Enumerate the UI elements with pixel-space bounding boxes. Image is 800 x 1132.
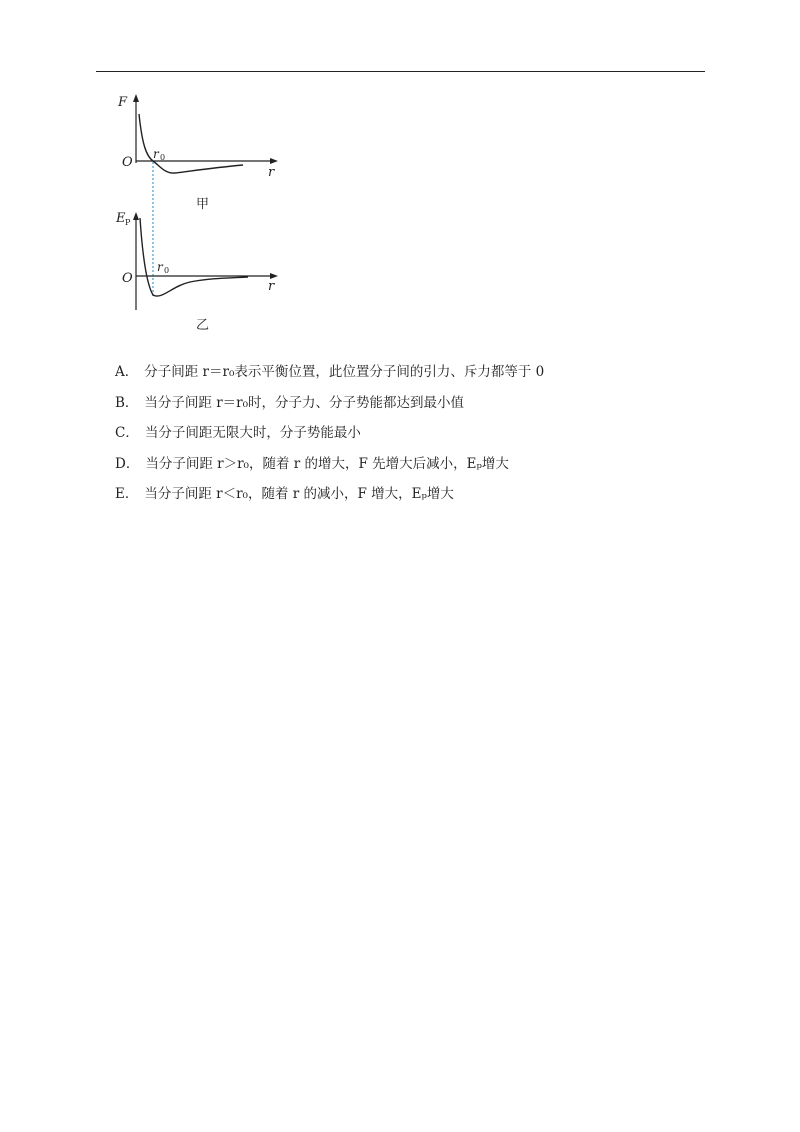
- option-text: 当分子间距 r＞r₀，随着 r 的增大，F 先增大后减小，Eₚ增大: [145, 455, 509, 472]
- force-y-label: F: [118, 95, 128, 110]
- option-letter: B．: [115, 394, 139, 411]
- option-c[interactable]: [115, 418, 715, 449]
- force-caption: 甲: [196, 197, 210, 212]
- option-d[interactable]: [115, 449, 715, 480]
- potential-y-label: E: [116, 211, 126, 226]
- option-b[interactable]: [115, 388, 715, 419]
- option-letter: C．: [115, 425, 139, 441]
- force-origin-label: O: [122, 155, 133, 170]
- potential-x-label: r: [268, 279, 275, 294]
- potential-r0-sub: 0: [164, 266, 170, 275]
- option-letter: E．: [115, 486, 139, 502]
- force-r0-sub: 0: [160, 153, 166, 162]
- option-a[interactable]: [115, 357, 715, 388]
- potential-r0-label: r: [157, 260, 163, 274]
- potential-origin-label: O: [122, 271, 133, 286]
- force-graph: [117, 94, 278, 180]
- potential-y-sub: P: [125, 218, 131, 227]
- force-x-label: r: [268, 165, 275, 180]
- option-text: 分子间距 r＝r₀表示平衡位置，此位置分子间的引力、斥力都等于 0: [144, 364, 545, 380]
- option-text: 当分子间距 r＝r₀时，分子力、分子势能都达到最小值: [144, 394, 465, 411]
- option-e[interactable]: [115, 479, 715, 510]
- potential-caption: 乙: [196, 318, 210, 333]
- potential-curve: [140, 218, 248, 296]
- force-r0-label: r: [153, 147, 159, 161]
- option-text: 当分子间距 r＜r₀，随着 r 的减小，F 增大，Eₚ增大: [144, 486, 454, 502]
- header-rule: [96, 71, 705, 72]
- option-text: 当分子间距无限大时，分子势能最小: [144, 425, 361, 441]
- figure-svg: [110, 88, 290, 338]
- option-letter: A．: [115, 364, 139, 380]
- force-y-arrow: [133, 94, 139, 102]
- force-x-arrow: [270, 158, 278, 164]
- force-potential-figure: [110, 88, 290, 338]
- answer-options: [115, 357, 715, 510]
- potential-graph: [115, 211, 278, 310]
- option-letter: D．: [115, 455, 140, 472]
- potential-y-arrow: [133, 212, 139, 220]
- force-curve: [139, 114, 243, 173]
